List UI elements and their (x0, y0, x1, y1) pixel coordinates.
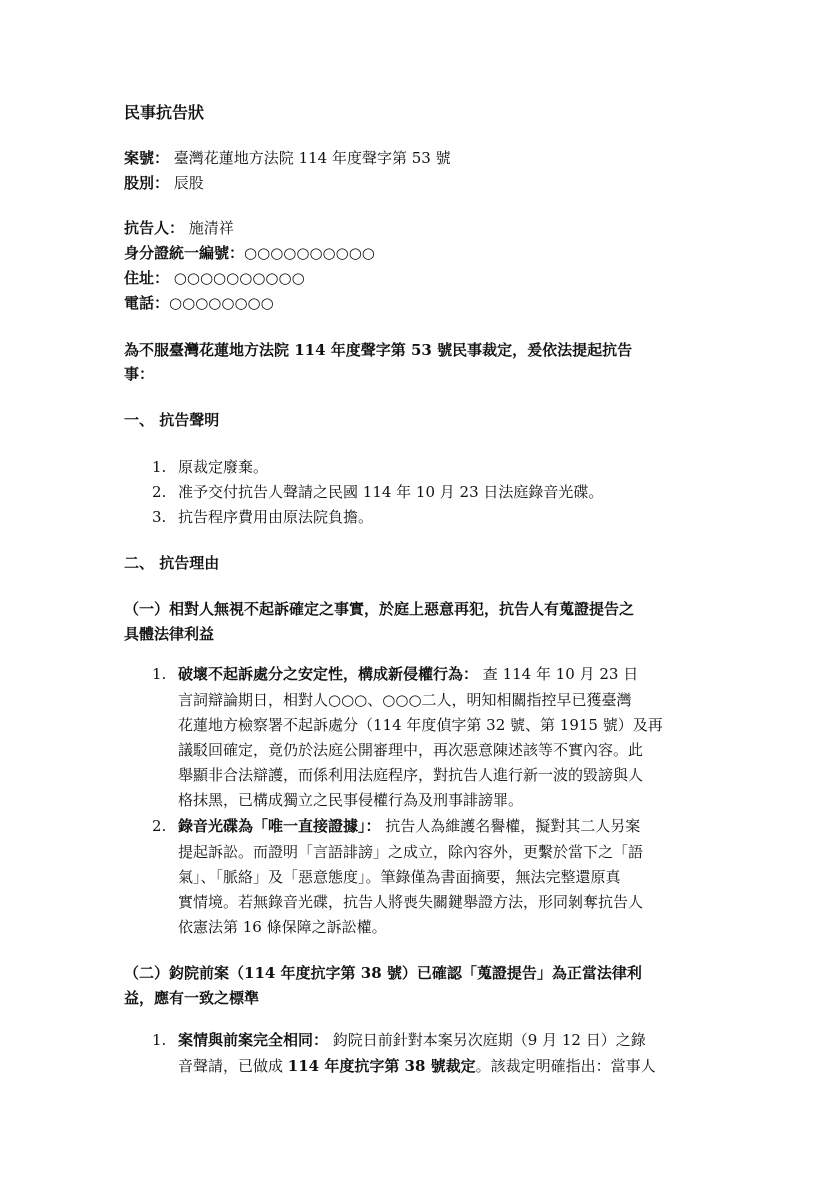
reason-item-heading: 破壞不起訴處分之安定性，構成新侵權行為： (178, 665, 479, 683)
list-item-number: 2. (152, 817, 167, 835)
list-item-number: 2. (152, 483, 167, 501)
intro-line-2: 事： (124, 365, 155, 383)
list-item-text: 原裁定廢棄。 (178, 458, 269, 476)
reason-item-text: 。該裁定明確指出：當事人 (475, 1057, 656, 1075)
subsection-1-heading-line-2: 具體法律利益 (124, 625, 215, 643)
reason-item-heading: 案情與前案完全相同： (178, 1031, 329, 1049)
list-item-number: 3. (152, 508, 167, 526)
division-label: 股別： (124, 174, 170, 192)
list-item-number: 1. (152, 1031, 167, 1049)
appellant-name-value: 施清祥 (188, 219, 234, 237)
appellant-address-line (124, 268, 305, 288)
reason-item-line: 實情境。若無錄音光碟，抗告人將喪失關鍵舉證方法，形同剝奪抗告人 (178, 893, 644, 911)
division-line (124, 173, 204, 193)
section-2-heading: 二、 抗告理由 (124, 554, 220, 572)
reason-item-text: 音聲請，已做成 (178, 1057, 288, 1075)
reason-item-line: 格抹黑，已構成獨立之民事侵權行為及刑事誹謗罪。 (178, 791, 524, 809)
appellant-phone-value: ○○○○○○○○ (169, 294, 274, 312)
subsection-2-heading-line-1: （二）鈞院前案（114 年度抗字第 38 號）已確認「蒐證提告」為正當法律利 (124, 964, 642, 982)
list-item-number: 1. (152, 665, 167, 683)
appellant-name-line (124, 218, 234, 238)
subsection-1-heading-line-1: （一）相對人無視不起訴確定之事實，於庭上惡意再犯，抗告人有蒐證提告之 (124, 600, 635, 618)
appellant-name-label: 抗告人： (124, 219, 185, 237)
case-number-value: 臺灣花蓮地方法院 114 年度聲字第 53 號 (173, 149, 451, 167)
case-number-line (124, 148, 451, 168)
appellant-address-label: 住址： (124, 269, 170, 287)
appellant-id-line (124, 243, 375, 263)
list-item (152, 482, 604, 502)
reason-item-line: 氣」、「脈絡」及「惡意態度」。筆錄僅為書面摘要，無法完整還原真 (178, 868, 621, 886)
appellant-address-value: ○○○○○○○○○○ (173, 269, 305, 287)
reason-item-line: 舉顯非合法辯護，而係利用法庭程序，對抗告人進行新一波的毀謗與人 (178, 766, 644, 784)
appellant-id-label: 身分證統一編號： (124, 244, 245, 262)
reason-item-text: 抗告人為維護名譽權，擬對其二人另案 (385, 817, 641, 835)
document-title: 民事抗告狀 (124, 103, 205, 122)
appellant-phone-line (124, 293, 274, 313)
list-item (152, 457, 269, 477)
list-item-number: 1. (152, 458, 167, 476)
subsection-2-heading-line-2: 益，應有一致之標準 (124, 989, 260, 1007)
reason-item-line: 議駁回確定，竟仍於法庭公開審理中，再次惡意陳述該等不實內容。此 (178, 741, 644, 759)
reason-item-3 (152, 1030, 646, 1050)
reason-item-text: 鈞院日前針對本案另次庭期（9 月 12 日）之錄 (332, 1031, 646, 1049)
reason-item-line: 提起訴訟。而證明「言語誹謗」之成立，除內容外，更繫於當下之「語 (178, 843, 644, 861)
reason-item-1 (152, 664, 639, 684)
reason-item-line (178, 1056, 656, 1076)
list-item (152, 507, 374, 527)
intro-line-1: 為不服臺灣花蓮地方法院 114 年度聲字第 53 號民事裁定，爰依法提起抗告 (124, 341, 633, 359)
appellant-phone-label: 電話： (124, 294, 170, 312)
reason-item-line: 言詞辯論期日，相對人○○○、○○○二人，明知相關指控早已獲臺灣 (178, 691, 632, 709)
division-value: 辰股 (173, 174, 204, 192)
cited-ruling: 114 年度抗字第 38 號裁定 (287, 1057, 476, 1075)
reason-item-line: 花蓮地方檢察署不起訴處分（114 年度偵字第 32 號、第 1915 號）及再 (178, 716, 663, 734)
list-item-text: 准予交付抗告人聲請之民國 114 年 10 月 23 日法庭錄音光碟。 (178, 483, 604, 501)
case-number-label: 案號： (124, 149, 170, 167)
reason-item-text: 查 114 年 10 月 23 日 (482, 665, 639, 683)
appellant-id-value: ○○○○○○○○○○ (244, 244, 375, 262)
reason-item-2 (152, 816, 641, 836)
reason-item-heading: 錄音光碟為「唯一直接證據」： (178, 817, 381, 835)
reason-item-line: 依憲法第 16 條保障之訴訟權。 (178, 918, 387, 936)
section-1-heading: 一、 抗告聲明 (124, 411, 220, 429)
list-item-text: 抗告程序費用由原法院負擔。 (178, 508, 374, 526)
